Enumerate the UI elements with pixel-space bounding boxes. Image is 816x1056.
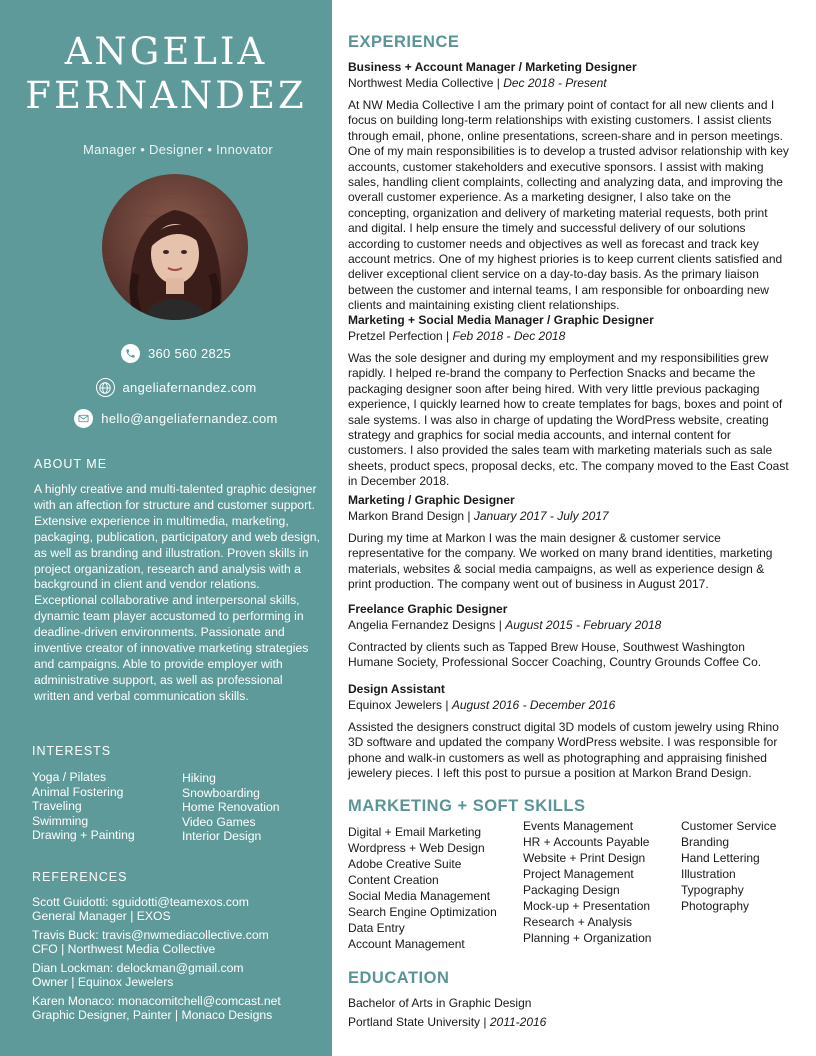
job-company-line — [348, 509, 790, 525]
education-heading: EDUCATION — [348, 969, 450, 987]
references-heading: REFERENCES — [32, 870, 128, 884]
skill-item: Wordpress + Web Design — [348, 841, 485, 855]
reference-item — [32, 961, 322, 989]
reference-item — [32, 994, 322, 1022]
skill-item: Mock-up + Presentation — [523, 899, 651, 913]
reference-contact[interactable]: Travis Buck: travis@nwmediacollective.com — [32, 928, 269, 942]
reference-role: CFO | Northwest Media Collective — [32, 942, 216, 956]
name-last: FERNANDEZ — [25, 74, 307, 117]
phone-row — [0, 344, 352, 363]
interest-item: Hiking — [182, 771, 216, 785]
job-title: Marketing + Social Media Manager / Graphic Designer — [348, 313, 654, 327]
job-title: Design Assistant — [348, 682, 445, 696]
job-description: During my time at Markon I was the main designer & customer service representative for the company. We worked on many brand identities, marketing materials, websites & social media campaigns, as well as experience design & print production. The company went out of business in August 2017. — [348, 531, 773, 592]
skill-item: Search Engine Optimization — [348, 905, 497, 919]
job-company-line — [348, 698, 790, 714]
skills-list-2 — [523, 818, 651, 946]
interest-item: Traveling — [32, 799, 82, 813]
skill-item: Adobe Creative Suite — [348, 857, 462, 871]
website-link[interactable]: angeliafernandez.com — [122, 380, 257, 395]
experience-heading: EXPERIENCE — [348, 33, 460, 51]
job-company: Northwest Media Collective | — [348, 75, 504, 90]
skill-item: Social Media Management — [348, 889, 491, 903]
job-company-line — [348, 329, 790, 345]
interest-item: Drawing + Painting — [32, 828, 135, 842]
reference-contact[interactable]: Karen Monaco: monacomitchell@comcast.net — [32, 994, 281, 1008]
job-company: Markon Brand Design | — [348, 508, 474, 523]
interest-item: Animal Fostering — [32, 784, 124, 799]
website-row — [0, 378, 352, 397]
interest-item: Home Renovation — [182, 800, 280, 814]
job-dates: August 2016 - December 2016 — [451, 697, 616, 712]
email-link[interactable]: hello@angeliafernandez.com — [101, 411, 278, 426]
about-heading: ABOUT ME — [34, 457, 108, 471]
school — [348, 1015, 546, 1029]
job-description: Contracted by clients such as Tapped Brew House, Southwest Washington Humane Society, Professional Soccer Coaching, Country Grounds Coffee Co. — [348, 640, 762, 670]
skills-heading: MARKETING + SOFT SKILLS — [348, 797, 586, 815]
job-description: At NW Media Collective I am the primary point of contact for all new clients and I focus on building long-term relationships with existing customers. I assist clients through email, phone, online presentations, screen-share and in person meetings. One of my main responsibilities is to develop a trusted advisor relationship with key accounts, customer stakeholders and executive sponsors. I assist with making sales, handling client complaints, collecting and analyzing data, and improving the overall customer experience. As a marketing designer, I also take on the concepting, organization and delivery of marketing material requests, both print and digital. I help ensure the timely and successful delivery of our solutions according to customer needs and objectives as well as forecast and track key account metrics. One of my highest priories is to keep current clients satisfied and deliver exceptional client service on a day-to-day basis. As the primary liaison between the customer and internal teams, I am responsible for onboarding new clients and maintaining existing client relationships. — [348, 98, 789, 313]
profile-photo — [102, 174, 248, 320]
globe-icon — [96, 378, 115, 397]
reference-role: Owner | Equinox Jewelers — [32, 975, 174, 989]
skill-item: Planning + Organization — [523, 931, 652, 945]
interest-item: Interior Design — [182, 829, 262, 843]
skill-item: Illustration — [681, 867, 736, 881]
sidebar — [0, 0, 332, 1056]
reference-contact[interactable]: Scott Guidotti: sguidotti@teamexos.com — [32, 895, 249, 909]
degree: Bachelor of Arts in Graphic Design — [348, 996, 532, 1010]
interests-list-1 — [32, 770, 135, 843]
job-dates: January 2017 - July 2017 — [473, 508, 609, 523]
job-company: Angelia Fernandez Designs | — [348, 617, 506, 632]
skill-item: HR + Accounts Payable — [523, 835, 650, 849]
phone-number[interactable]: 360 560 2825 — [147, 346, 232, 361]
job-company-line — [348, 618, 790, 634]
job-entry — [348, 60, 790, 314]
job-dates: Dec 2018 - Present — [503, 75, 607, 90]
job-dates: August 2015 - February 2018 — [505, 617, 662, 632]
job-title: Business + Account Manager / Marketing Designer — [348, 60, 637, 74]
skill-item: Events Management — [523, 819, 634, 833]
interest-item: Yoga / Pilates — [32, 770, 107, 784]
job-description: Was the sole designer and during my employment and my responsibilities grew rapidly. I helped re-brand the company to Perfection Snacks and became the packaging designer soon after being hired. With very little previous packaging experience, I quickly learned how to create templates for bags, boxes and point of sale systems. I was also in charge of updating the WordPress website, creating strategy and graphics for social media accounts, and internal content for customers. I also provided the sales team with marketing materials such as sale sheets, product specs, proposal decks, etc. The company moved to the East Coast in December 2018. — [348, 351, 789, 489]
references-list — [32, 895, 322, 1027]
interest-item: Swimming — [32, 813, 89, 828]
skills-list-1 — [348, 824, 497, 952]
interest-item: Video Games — [182, 814, 256, 829]
skill-item: Account Management — [348, 937, 465, 951]
interests-heading: INTERESTS — [32, 744, 112, 758]
job-company-line — [348, 76, 790, 92]
job-company: Pretzel Perfection | — [348, 328, 453, 343]
skill-item: Branding — [681, 835, 730, 849]
job-entry — [348, 493, 790, 593]
reference-item — [32, 895, 322, 923]
reference-role: Graphic Designer, Painter | Monaco Designs — [32, 1008, 273, 1022]
skill-item: Packaging Design — [523, 883, 620, 897]
skill-item: Research + Analysis — [523, 915, 633, 929]
mail-icon — [74, 409, 93, 428]
candidate-name — [0, 30, 332, 118]
job-entry — [348, 313, 790, 490]
job-company: Equinox Jewelers | — [348, 697, 452, 712]
email-row — [0, 409, 352, 428]
tagline: Manager • Designer • Innovator — [82, 142, 274, 157]
school-dates: 2011-2016 — [489, 1015, 547, 1029]
phone-icon — [121, 344, 140, 363]
job-title: Freelance Graphic Designer — [348, 602, 508, 616]
job-entry — [348, 602, 790, 671]
interest-item: Snowboarding — [182, 785, 260, 800]
reference-role: General Manager | EXOS — [32, 909, 171, 923]
skill-item: Content Creation — [348, 873, 439, 887]
skill-item: Hand Lettering — [681, 851, 760, 865]
reference-contact[interactable]: Dian Lockman: delockman@gmail.com — [32, 961, 244, 975]
skill-item: Data Entry — [348, 921, 405, 935]
skill-item: Typography — [681, 883, 744, 897]
job-dates: Feb 2018 - Dec 2018 — [452, 328, 566, 343]
skill-item: Digital + Email Marketing — [348, 825, 482, 839]
job-title: Marketing / Graphic Designer — [348, 493, 515, 507]
skill-item: Project Management — [523, 867, 634, 881]
school-name: Portland State University | — [348, 1015, 490, 1029]
about-text: A highly creative and multi-talented graphic designer with an affection for structure and customer support. Extensive experience in multimedia, marketing, packaging, publication, participatory and web design, as well as branding and illustration. Proven skills in project organization, research and analysis with a background in client and vendor relations. Exceptional collaborative and interpersonal skills, dynamic team player accustomed to performing in deadline-driven environments. Passionate and inventive creator of innovative marketing strategies and campaigns. Able to provide employer with administrative support, as well as professional written and verbal communication skills. — [34, 482, 320, 703]
skill-item: Photography — [681, 899, 750, 913]
job-entry — [348, 682, 790, 782]
name-first: ANGELIA — [64, 30, 268, 73]
skills-list-3 — [681, 818, 776, 914]
skill-item: Customer Service — [681, 819, 777, 833]
job-description: Assisted the designers construct digital 3D models of custom jewelry using Rhino 3D software and updated the company WordPress website. I was responsible for phone and walk-in customers as well as photographing and appraising finished jewelery pieces. I left this post to pursue a position at Markon Brand Design. — [348, 720, 779, 781]
reference-item — [32, 928, 322, 956]
interests-list-2 — [182, 771, 280, 844]
skill-item: Website + Print Design — [523, 851, 646, 865]
